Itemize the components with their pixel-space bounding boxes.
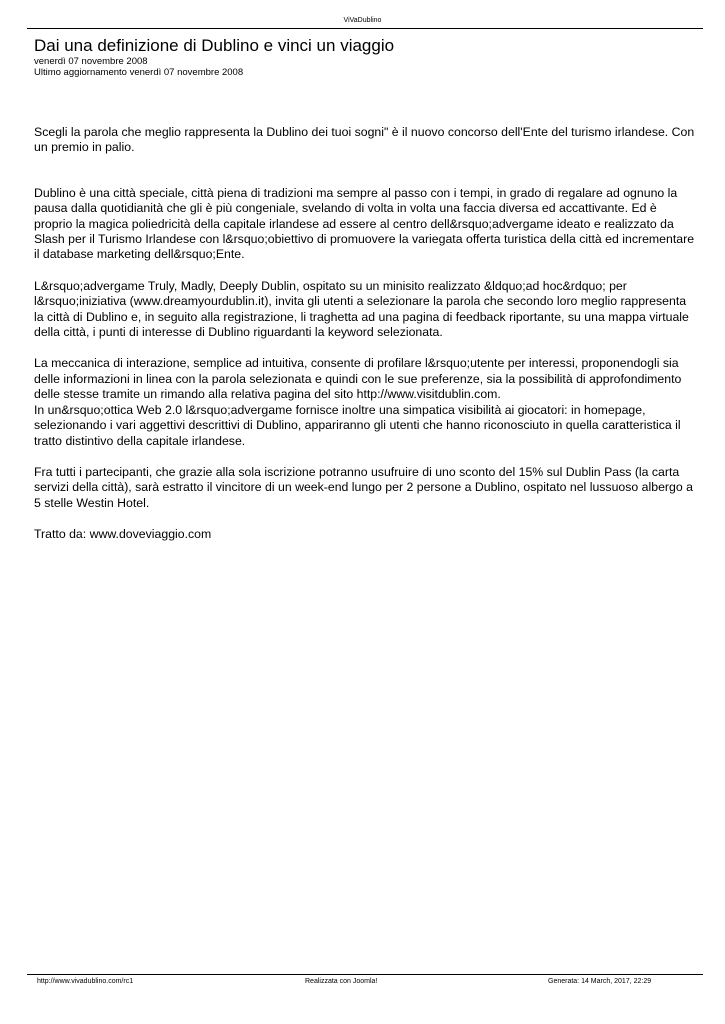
article-body: [34, 125, 698, 543]
footer-url: http://www.vivadublino.com/rc1: [37, 978, 134, 985]
footer-divider: [27, 974, 703, 975]
site-name: ViVaDublino: [343, 17, 382, 24]
article-date: venerdì 07 novembre 2008: [34, 56, 148, 67]
header-divider: [27, 28, 703, 29]
article-title: Dai una definizione di Dublino e vinci un viaggio: [34, 36, 395, 55]
footer-generated: Generata: 14 March, 2017, 22:29: [548, 978, 652, 985]
article-source: Tratto da: www.doveviaggio.com: [34, 527, 212, 542]
article-paragraph: La meccanica di interazione, semplice ad intuitiva, consente di profilare l&rsquo;utente per interessi, proponendogli sia delle informazioni in linea con la parola selezionata e quindi con le sue preferenze, sia la possibilità di approfondimento delle stesse tramite un rimando alla relativa pagina del sito http://www.visitdublin.com.: [34, 356, 682, 402]
footer-credit: Realizzata con Joomla!: [305, 978, 378, 985]
article-paragraph: Fra tutti i partecipanti, che grazie alla sola iscrizione potranno usufruire di uno sconto del 15% sul Dublin Pass (la carta servizi della città), sarà estratto il vincitore di un week-end lungo per 2 persone a Dublino, ospitato nel lussuoso albergo a 5 stelle Westin Hotel.: [34, 464, 693, 510]
article-paragraph: L&rsquo;advergame Truly, Madly, Deeply Dublin, ospitato su un minisito realizzato &ldquo;ad hoc&rdquo; per l&rsquo;iniziativa (www.dreamyourdublin.it), invita gli utenti a selezionare la parola che secondo loro meglio rappresenta la città di Dublino e, in seguito alla registrazione, li traghetta ad una pagina di feedback riportante, su una mappa virtuale della città, i punti di interesse di Dublino riguardanti la keyword selezionata.: [34, 278, 689, 340]
article-intro: Scegli la parola che meglio rappresenta la Dublino dei tuoi sogni" è il nuovo concorso dell'Ente del turismo irlandese. Con un premio in palio.: [34, 125, 695, 155]
article-header: [34, 36, 694, 78]
article-last-updated: Ultimo aggiornamento venerdì 07 novembre 2008: [34, 67, 244, 78]
article-paragraph: Dublino è una città speciale, città piena di tradizioni ma sempre al passo con i tempi, in grado di regalare ad ognuno la pausa dalla quotidianità che gli è più congeniale, svelando di volta in volta una faccia diversa ed accattivante. Ed è proprio la magica poliedricità della capitale irlandese ad essere al centro dell&rsquo;advergame ideato e realizzato da Slash per il Turismo Irlandese con l&rsquo;obiettivo di promuovere la variegata offerta turistica della città ed incrementare il database marketing dell&rsquo;Ente.: [34, 185, 695, 262]
article-paragraph: In un&rsquo;ottica Web 2.0 l&rsquo;advergame fornisce inoltre una simpatica visibilità ai giocatori: in homepage, selezionando i vari aggettivi descrittivi di Dublino, appariranno gli utenti che hanno riconosciuto in quella caratteristica il tratto distintivo della capitale irlandese.: [34, 402, 681, 448]
